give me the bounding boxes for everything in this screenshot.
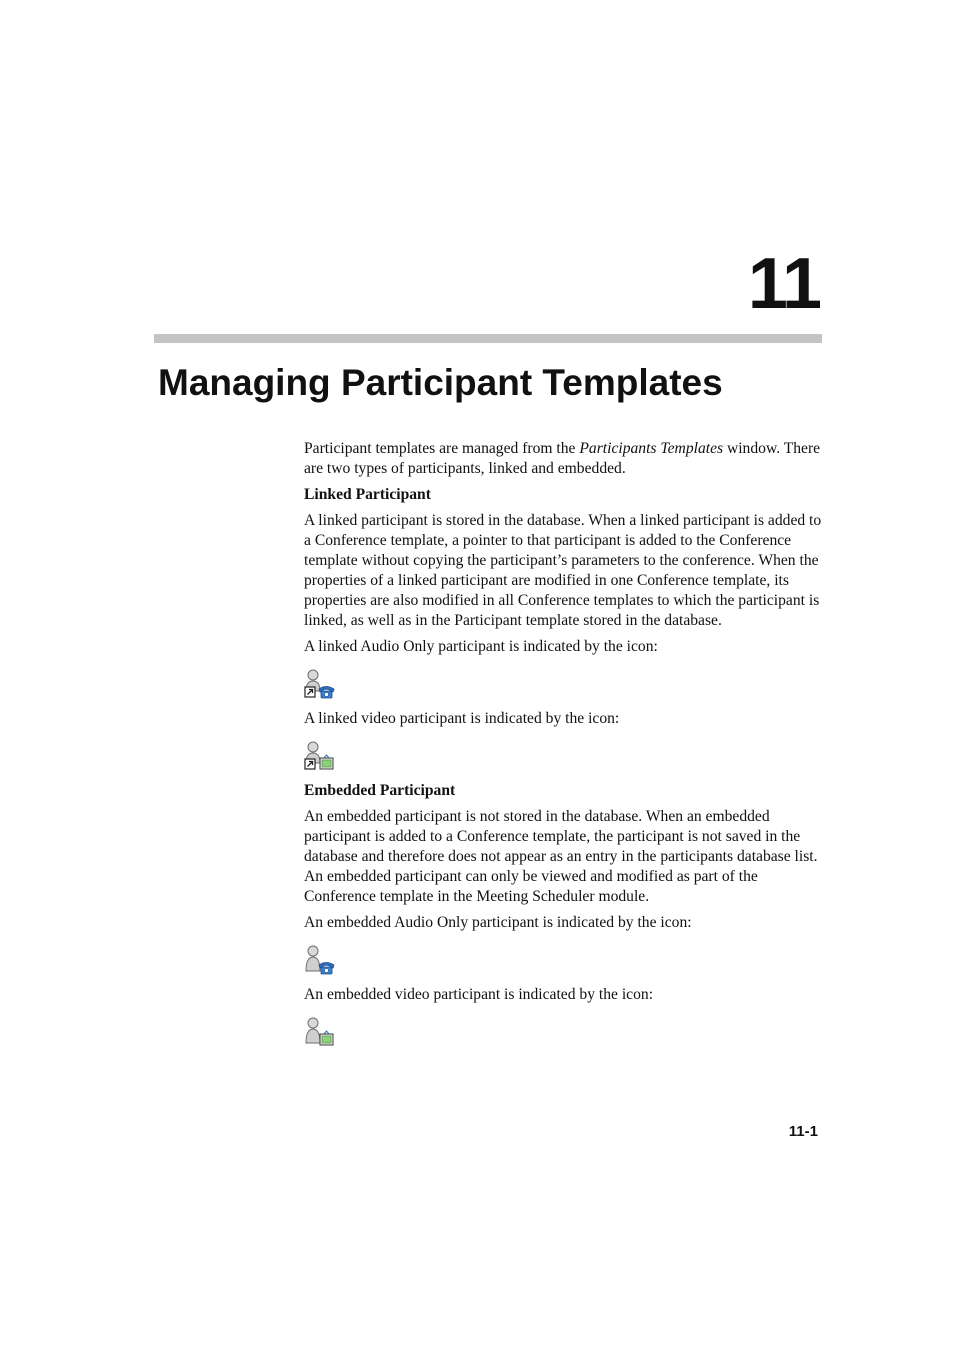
linked-participant-heading: Linked Participant — [304, 486, 431, 503]
linked-audio-caption: A linked Audio Only participant is indicated by the icon: — [304, 638, 658, 655]
embedded-audio-caption: An embedded Audio Only participant is indicated by the icon: — [304, 914, 692, 931]
embedded-participant-heading: Embedded Participant — [304, 782, 456, 799]
chapter-number: 11 — [747, 244, 820, 324]
intro-paragraph: Participant templates are managed from the Participants Templates window. There are two types of participants, linked and embedded. — [304, 440, 821, 477]
linked-video-participant-icon — [304, 741, 336, 771]
chapter-rule — [154, 334, 822, 343]
chapter-title: Managing Participant Templates — [158, 362, 723, 403]
page-number: 11-1 — [788, 1123, 818, 1140]
linked-video-caption: A linked video participant is indicated by the icon: — [304, 710, 620, 727]
linked-audio-participant-icon — [304, 669, 336, 699]
embedded-participant-description: An embedded participant is not stored in the database. When an embedded participant is added to a Conference template, the participant is not saved in the database and therefore does not appear as an entry in the participants database list. An embedded participant can only be viewed and modified as part of the Conference template in the Meeting Scheduler module. — [304, 808, 818, 905]
chapter-body — [304, 439, 822, 1057]
window-name: Participants Templates — [579, 440, 724, 457]
embedded-video-participant-icon — [304, 1017, 336, 1047]
embedded-audio-participant-icon — [304, 945, 336, 975]
linked-participant-description: A linked participant is stored in the database. When a linked participant is added to a Conference template, a pointer to that participant is added to the Conference template without copying the participant’s parameters to the conference. When the properties of a linked participant are modified in one Conference template, its properties are also modified in all Conference templates to which the participant is linked, as well as in the Participant template stored in the database. — [304, 512, 822, 629]
embedded-video-caption: An embedded video participant is indicated by the icon: — [304, 986, 654, 1003]
